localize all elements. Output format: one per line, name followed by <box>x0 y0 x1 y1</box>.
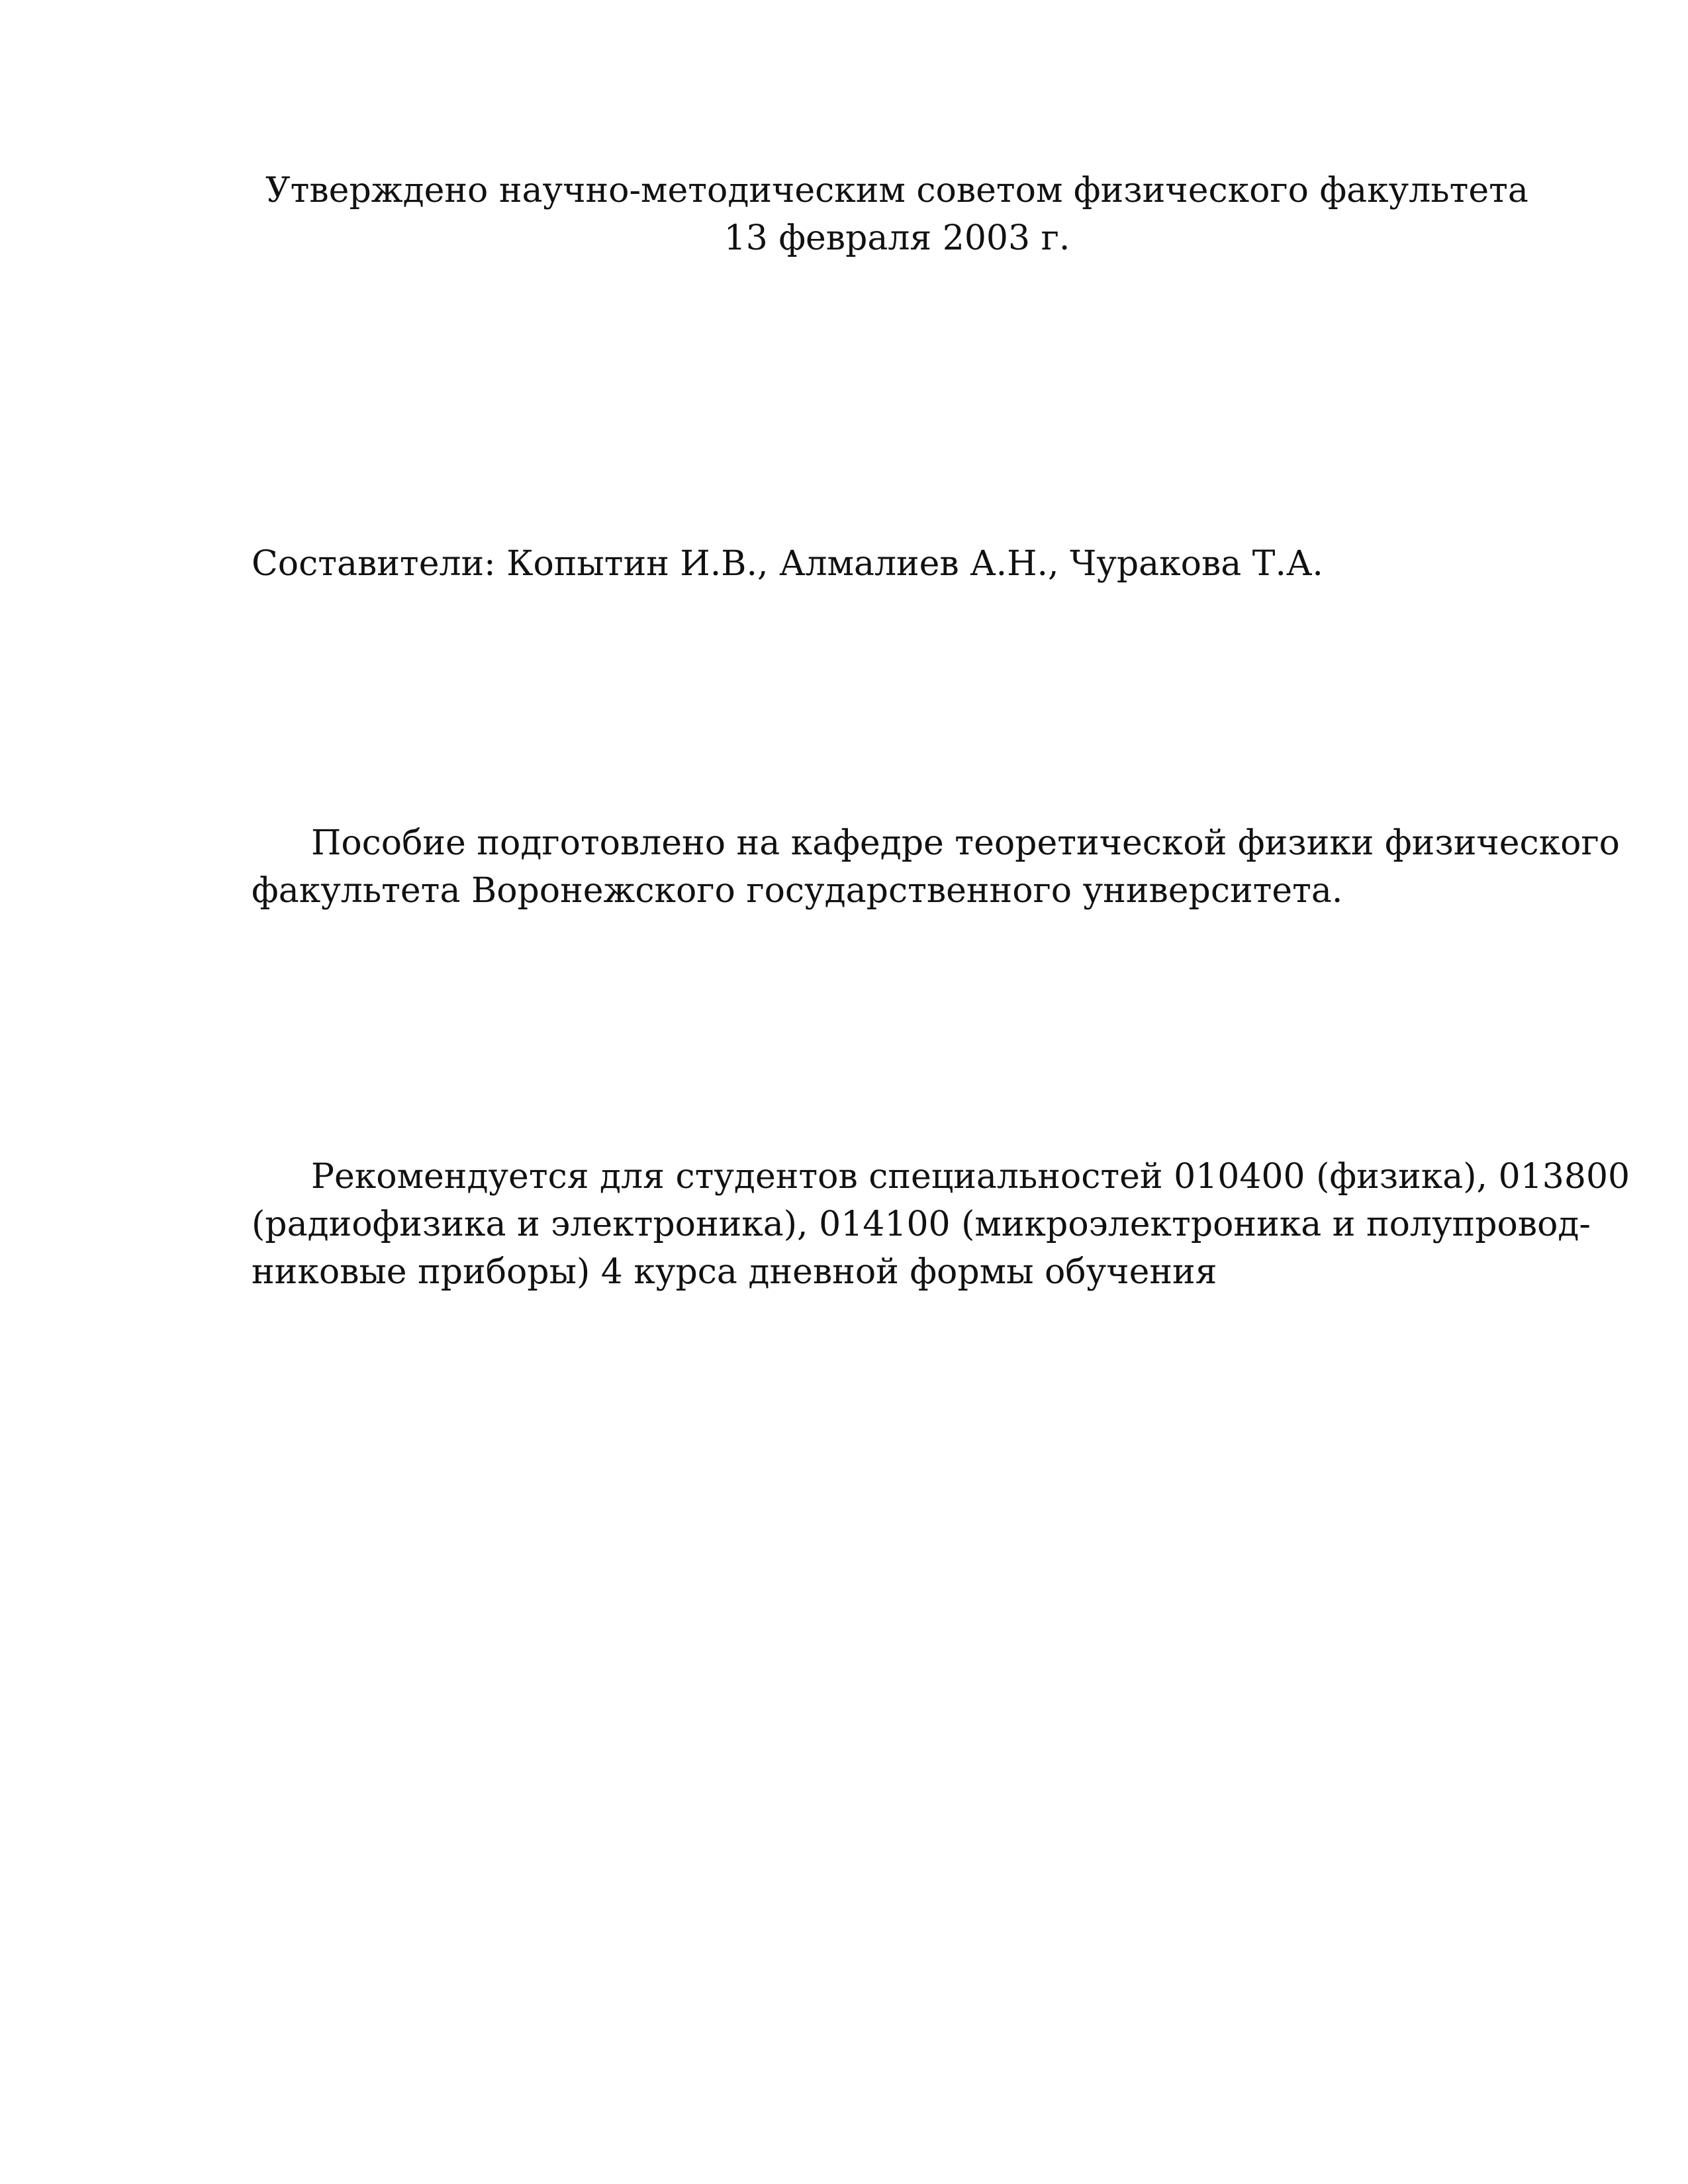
prepared-paragraph <box>252 819 1620 915</box>
prepared-line-1: Пособие подготовлено на кафедре теоретической физики физического <box>311 823 1620 863</box>
prepared-line-2: факультета Воронежского государственного университета. <box>252 871 1343 911</box>
approval-line-1: Утверждено научно-методическим советом физического факультета <box>265 171 1528 210</box>
recommended-line-1: Рекомендуется для студентов специальностей 010400 (физика), 013800 <box>311 1157 1630 1197</box>
recommended-paragraph <box>252 1153 1630 1296</box>
approval-notice <box>252 167 1542 262</box>
compilers-line: Составители: Копытин И.В., Алмалиев А.Н., Чуракова Т.А. <box>252 544 1323 584</box>
approval-date: 13 февраля 2003 г. <box>724 218 1070 258</box>
recommended-line-2: (радиофизика и электроника), 014100 (микроэлектроника и полупровод- <box>252 1205 1591 1244</box>
recommended-line-3: никовые приборы) 4 курса дневной формы обучения <box>252 1252 1217 1292</box>
